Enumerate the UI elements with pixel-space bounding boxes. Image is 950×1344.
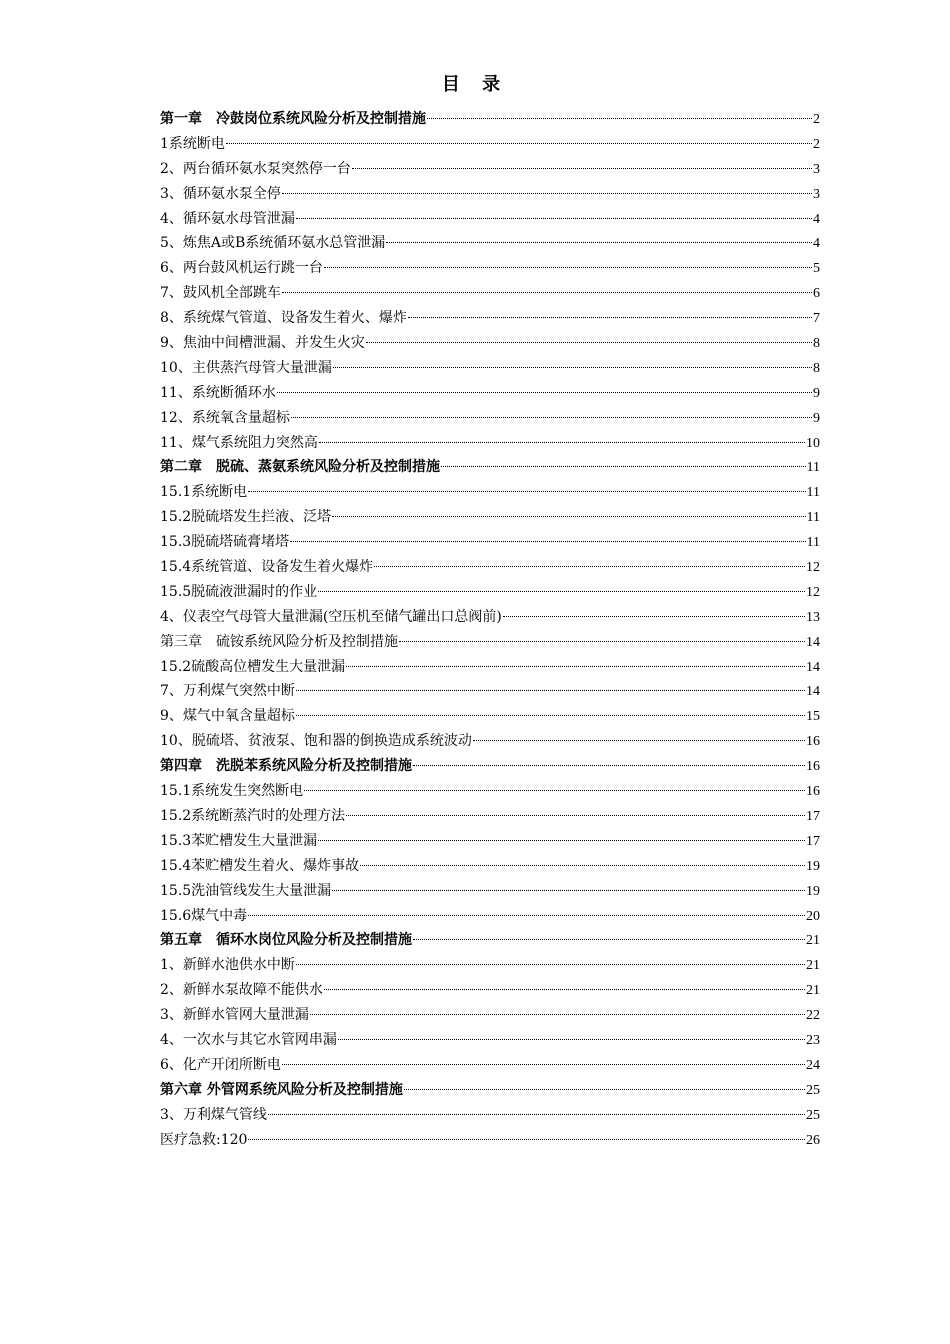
toc-page-number: 9 <box>813 410 820 426</box>
toc-page-number: 7 <box>813 311 820 327</box>
toc-entry-text: 10、主供蒸汽母管大量泄漏 <box>160 359 332 376</box>
toc-entry-text: 8、系统煤气管道、设备发生着火、爆炸 <box>160 310 407 327</box>
toc-section-entry[interactable] <box>160 505 820 530</box>
toc-page-number: 13 <box>806 609 820 625</box>
toc-page-number: 21 <box>806 933 820 949</box>
toc-section-entry[interactable] <box>160 879 820 904</box>
toc-section-entry[interactable] <box>160 281 820 306</box>
toc-entry-text: 4、循环氨水母管泄漏 <box>160 210 295 227</box>
toc-page-number: 12 <box>806 560 820 576</box>
toc-entry-text: 15.5脱硫液泄漏时的作业 <box>160 583 318 600</box>
toc-dot-leader <box>346 666 805 667</box>
toc-page-number: 4 <box>813 236 820 252</box>
toc-section-entry[interactable] <box>160 630 820 655</box>
toc-dot-leader <box>399 641 805 642</box>
toc-page-number: 17 <box>806 808 820 824</box>
toc-section-entry[interactable] <box>160 1103 820 1128</box>
toc-dot-leader <box>338 1039 805 1040</box>
toc-dot-leader <box>427 118 812 119</box>
toc-section-entry[interactable] <box>160 555 820 580</box>
toc-dot-leader <box>296 715 805 716</box>
toc-entry-text: 7、万利煤气突然中断 <box>160 683 295 700</box>
toc-entry-text: 第三章 硫铵系统风险分析及控制措施 <box>160 633 398 650</box>
toc-page-number: 19 <box>806 858 820 874</box>
toc-page-number: 21 <box>806 983 820 999</box>
toc-page-number: 21 <box>806 958 820 974</box>
toc-entry-text: 第六章 外管网系统风险分析及控制措施 <box>160 1081 403 1098</box>
toc-entry-text: 5、炼焦A或B系统循环氨水总管泄漏 <box>160 235 386 252</box>
toc-section-entry[interactable] <box>160 356 820 381</box>
toc-dot-leader <box>413 765 805 766</box>
toc-entry-text: 3、循环氨水泵全停 <box>160 185 281 202</box>
toc-section-entry[interactable] <box>160 207 820 232</box>
toc-entry-text: 15.1系统断电 <box>160 484 248 501</box>
toc-section-entry[interactable] <box>160 1003 820 1028</box>
toc-dot-leader <box>248 1139 805 1140</box>
toc-page-number: 8 <box>813 360 820 376</box>
toc-section-entry[interactable] <box>160 256 820 281</box>
toc-section-entry[interactable] <box>160 729 820 754</box>
toc-chapter-entry[interactable] <box>160 754 820 779</box>
toc-entry-text: 15.5洗油管线发生大量泄漏 <box>160 882 332 899</box>
toc-entry-text: 15.3苯贮槽发生大量泄漏 <box>160 832 318 849</box>
toc-entry-text: 15.1系统发生突然断电 <box>160 783 304 800</box>
toc-dot-leader <box>324 267 812 268</box>
toc-entry-text: 15.2脱硫塔发生拦液、泛塔 <box>160 509 332 526</box>
toc-entry-text: 3、万利煤气管线 <box>160 1106 267 1123</box>
toc-dot-leader <box>332 516 805 517</box>
toc-page-number: 26 <box>806 1132 820 1148</box>
toc-entry-text: 6、两台鼓风机运行跳一台 <box>160 260 323 277</box>
toc-chapter-entry[interactable] <box>160 928 820 953</box>
toc-page-number: 10 <box>806 435 820 451</box>
toc-entry-text: 第五章 循环水岗位风险分析及控制措施 <box>160 932 412 949</box>
toc-entry-text: 15.2硫酸高位槽发生大量泄漏 <box>160 658 346 675</box>
toc-entry-text: 第四章 洗脱苯系统风险分析及控制措施 <box>160 758 412 775</box>
toc-section-entry[interactable] <box>160 804 820 829</box>
toc-entry-text: 11、系统断循环水 <box>160 384 276 401</box>
toc-entry-text: 4、一次水与其它水管网串漏 <box>160 1031 337 1048</box>
toc-entry-text: 7、鼓风机全部跳车 <box>160 285 281 302</box>
toc-page-number: 17 <box>806 833 820 849</box>
toc-dot-leader <box>441 466 806 467</box>
toc-section-entry[interactable] <box>160 431 820 456</box>
toc-section-entry[interactable] <box>160 704 820 729</box>
toc-entry-text: 15.2系统断蒸汽时的处理方法 <box>160 807 346 824</box>
toc-dot-leader <box>318 840 805 841</box>
toc-section-entry[interactable] <box>160 530 820 555</box>
toc-section-entry[interactable] <box>160 605 820 630</box>
toc-page-number: 2 <box>813 136 820 152</box>
toc-title: 目 录 <box>441 74 509 95</box>
toc-dot-leader <box>304 790 805 791</box>
toc-entry-text: 9、焦油中间槽泄漏、并发生火灾 <box>160 335 365 352</box>
toc-entry-text: 15.4系统管道、设备发生着火爆炸 <box>160 559 374 576</box>
toc-section-entry[interactable] <box>160 381 820 406</box>
toc-page-number: 3 <box>813 186 820 202</box>
toc-page-number: 25 <box>806 1107 820 1123</box>
toc-section-entry[interactable] <box>160 331 820 356</box>
toc-dot-leader <box>413 939 805 940</box>
toc-dot-leader <box>360 865 805 866</box>
toc-dot-leader <box>226 143 812 144</box>
toc-dot-leader <box>332 890 805 891</box>
toc-section-entry[interactable] <box>160 580 820 605</box>
toc-page-number: 12 <box>806 584 820 600</box>
toc-dot-leader <box>333 367 812 368</box>
toc-section-entry[interactable] <box>160 231 820 256</box>
toc-page-number: 16 <box>806 784 820 800</box>
toc-dot-leader <box>277 392 812 393</box>
toc-chapter-entry[interactable] <box>160 455 820 480</box>
toc-section-entry[interactable] <box>160 1053 820 1078</box>
toc-section-entry[interactable] <box>160 480 820 505</box>
toc-dot-leader <box>282 292 812 293</box>
toc-page-number: 22 <box>806 1008 820 1024</box>
toc-entry-text: 2、新鲜水泵故障不能供水 <box>160 982 323 999</box>
toc-page-number: 25 <box>806 1082 820 1098</box>
toc-section-entry[interactable] <box>160 779 820 804</box>
toc-dot-leader <box>296 964 805 965</box>
toc-section-entry[interactable] <box>160 953 820 978</box>
toc-section-entry[interactable] <box>160 132 820 157</box>
toc-section-entry[interactable] <box>160 182 820 207</box>
toc-dot-leader <box>319 442 805 443</box>
toc-page-number: 11 <box>806 485 820 501</box>
toc-entry-text: 15.3脱硫塔硫膏堵塔 <box>160 534 290 551</box>
toc-page-number: 16 <box>806 759 820 775</box>
toc-dot-leader <box>324 989 805 990</box>
toc-page-number: 4 <box>813 211 820 227</box>
toc-entry-text: 1系统断电 <box>160 135 225 152</box>
toc-dot-leader <box>310 1014 805 1015</box>
toc-section-entry[interactable] <box>160 655 820 680</box>
toc-page-number: 6 <box>813 286 820 302</box>
toc-page-number: 19 <box>806 883 820 899</box>
toc-dot-leader <box>282 193 812 194</box>
toc-dot-leader <box>352 168 812 169</box>
toc-dot-leader <box>248 491 805 492</box>
toc-section-entry[interactable] <box>160 854 820 879</box>
toc-entry-text: 6、化产开闭所断电 <box>160 1056 281 1073</box>
toc-dot-leader <box>473 740 805 741</box>
toc-page-number: 15 <box>806 709 820 725</box>
toc-entry-text: 1、新鲜水池供水中断 <box>160 957 295 974</box>
toc-page-number: 14 <box>806 659 820 675</box>
toc-section-entry[interactable] <box>160 978 820 1003</box>
toc-page-number: 11 <box>806 460 820 476</box>
toc-dot-leader <box>290 541 805 542</box>
toc-section-entry[interactable] <box>160 157 820 182</box>
toc-dot-leader <box>318 591 805 592</box>
toc-entry-text: 10、脱硫塔、贫液泵、饱和器的倒换造成系统波动 <box>160 733 472 750</box>
toc-page-number: 23 <box>806 1032 820 1048</box>
toc-page-number: 11 <box>806 510 820 526</box>
toc-dot-leader <box>291 417 812 418</box>
toc-dot-leader <box>404 1089 805 1090</box>
toc-page-number: 3 <box>813 161 820 177</box>
toc-dot-leader <box>296 218 812 219</box>
toc-entry-text: 4、仪表空气母管大量泄漏(空压机至储气罐出口总阀前) <box>160 608 502 625</box>
toc-dot-leader <box>282 1064 805 1065</box>
toc-list <box>160 107 820 1152</box>
toc-page-number: 24 <box>806 1057 820 1073</box>
toc-entry-text: 2、两台循环氨水泵突然停一台 <box>160 160 351 177</box>
toc-entry-text: 15.4苯贮槽发生着火、爆炸事故 <box>160 857 360 874</box>
toc-dot-leader <box>346 815 805 816</box>
toc-dot-leader <box>386 242 812 243</box>
toc-entry-text: 15.6煤气中毒 <box>160 907 248 924</box>
toc-section-entry[interactable] <box>160 406 820 431</box>
toc-page-number: 5 <box>813 261 820 277</box>
toc-page-number: 20 <box>806 908 820 924</box>
toc-section-entry[interactable] <box>160 829 820 854</box>
toc-section-entry[interactable] <box>160 306 820 331</box>
toc-dot-leader <box>248 915 805 916</box>
toc-entry-text: 医疗急救:120 <box>160 1131 248 1148</box>
toc-entry-text: 3、新鲜水管网大量泄漏 <box>160 1007 309 1024</box>
toc-page-number: 14 <box>806 684 820 700</box>
toc-chapter-entry[interactable] <box>160 107 820 132</box>
toc-entry-text: 12、系统氧含量超标 <box>160 409 290 426</box>
toc-dot-leader <box>366 342 812 343</box>
toc-dot-leader <box>268 1114 805 1115</box>
toc-entry-text: 第一章 冷鼓岗位系统风险分析及控制措施 <box>160 111 426 127</box>
toc-entry-text: 第二章 脱硫、蒸氨系统风险分析及控制措施 <box>160 459 440 476</box>
toc-entry-text: 11、煤气系统阻力突然高 <box>160 434 318 451</box>
toc-page-number: 11 <box>806 535 820 551</box>
toc-page-number: 14 <box>806 634 820 650</box>
toc-page-number: 2 <box>813 112 820 127</box>
toc-section-entry[interactable] <box>160 904 820 929</box>
toc-page-number: 8 <box>813 336 820 352</box>
toc-dot-leader <box>408 317 812 318</box>
toc-page-number: 9 <box>813 385 820 401</box>
toc-entry-text: 9、煤气中氧含量超标 <box>160 708 295 725</box>
toc-dot-leader <box>374 566 805 567</box>
toc-dot-leader <box>503 616 805 617</box>
toc-page-number: 16 <box>806 734 820 750</box>
toc-section-entry[interactable] <box>160 679 820 704</box>
toc-chapter-entry[interactable] <box>160 1078 820 1103</box>
toc-section-entry[interactable] <box>160 1028 820 1053</box>
toc-section-entry[interactable] <box>160 1128 820 1153</box>
toc-dot-leader <box>296 690 805 691</box>
